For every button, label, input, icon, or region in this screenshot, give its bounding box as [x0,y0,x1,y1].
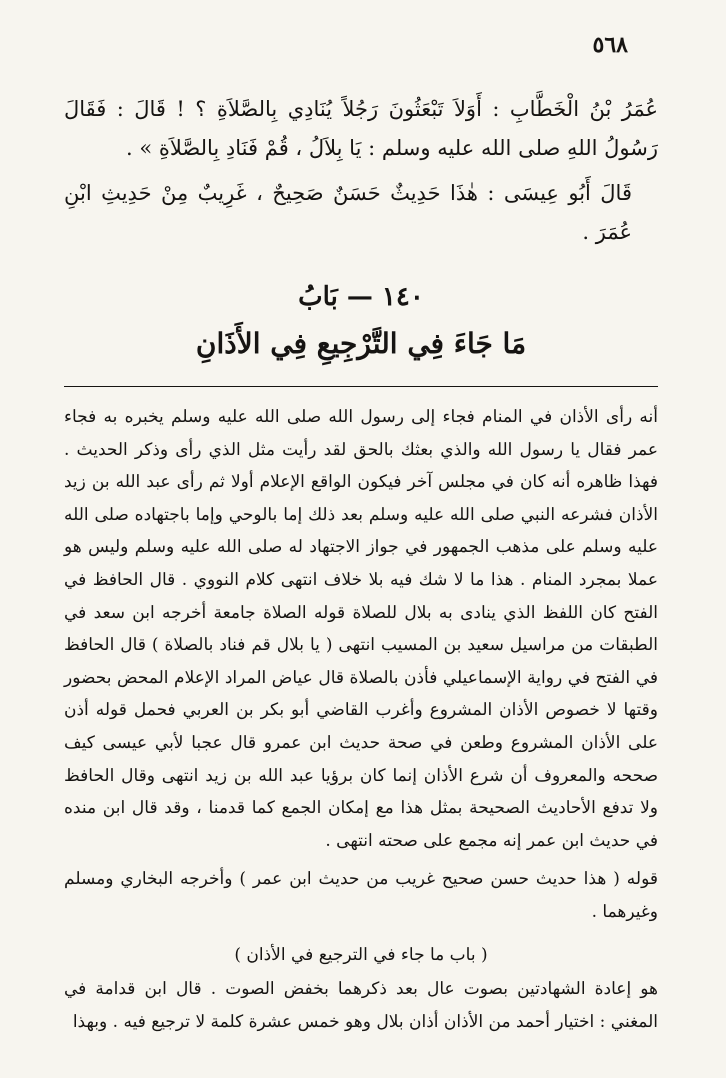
commentary-block [64,401,658,1038]
commentary-paragraph: أنه رأى الأذان في المنام فجاء إلى رسول الله صلى الله عليه وسلم يخبره به فجاء عمر فقال يا رسول الله والذي بعثك بالحق لقد رأيت مثل الذي رأى وذكر الحديث . فهذا ظاهره أنه كان في مجلس آخر فيكون الواقع الإعلام أولا ثم رأى عبد الله بن زيد الأذان فشرعه النبي صلى الله عليه وسلم بعد ذلك إما بالوحي وإما باجتهاده صلى الله عليه وسلم على مذهب الجمهور في جواز الاجتهاد له صلى الله عليه وسلم وليس هو عملا بمجرد المنام . هذا ما لا شك فيه بلا خلاف انتهى كلام النووي . قال الحافظ في الفتح كان اللفظ الذي ينادى به بلال للصلاة قوله الصلاة جامعة أخرجه ابن سعد في الطبقات من مراسيل سعيد بن المسيب انتهى ( يا بلال قم فناد بالصلاة ) قال الحافظ في الفتح في رواية الإسماعيلي فأذن بالصلاة قال عياض المراد الإعلام المحض بحضور وقتها لا خصوص الأذان المشروع وأغرب القاضي أبو بكر بن العربي فحمل قوله أذن على الأذان المشروع وطعن في صحة حديث ابن عمرو قال عجبا لأبي عيسى كيف صححه والمعروف أن شرع الأذان إنما كان برؤيا عبد الله بن زيد انتهى وقال الحافظ ولا تدفع الأحاديث الصحيحة بمثل هذا مع إمكان الجمع كما قدمنا ، وقد قال ابن منده في حديث ابن عمر إنه مجمع على صحته انتهى . [64,407,658,851]
hadith-text: عُمَرُ بْنُ الْخَطَّابِ : أَوَلاَ تَبْعَثُونَ رَجُلاً يُنَادِي بِالصَّلاَةِ ؟ ! قَالَ : فَقَالَ رَسُولُ اللهِ صلى الله عليه وسلم : يَا بِلاَلُ ، قُمْ فَنَادِ بِالصَّلاَةِ » . [64,97,658,160]
commentary-last-paragraph: هو إعادة الشهادتين بصوت عال بعد ذكرهما بخفض الصوت . قال ابن قدامة في المغني : اختيار أحمد من الأذان أذان بلال وهو خمس عشرة كلمة لا ترجيع فيه . وبهذا [64,979,658,1032]
chapter-number: ١٤٠ — بَابُ [298,282,424,312]
hadith-grade: قَالَ أَبُو عِيسَى : هٰذَا حَدِيثٌ حَسَنٌ صَحِيحٌ ، غَرِيبٌ مِنْ حَدِيثِ ابْنِ عُمَرَ . [64,181,632,244]
page-number: ٥٦٨ [592,32,628,58]
commentary-paragraph: قوله ( هذا حديث حسن صحيح غريب من حديث ابن عمر ) وأخرجه البخاري ومسلم وغيرهما . [64,869,658,922]
commentary-section-heading: ( باب ما جاء في الترجيع في الأذان ) [234,944,488,965]
chapter-title: مَا جَاءَ فِي التَّرْجِيعِ فِي الأَذَانِ [195,327,527,360]
commentary-divider [64,386,658,387]
hadith-text-block [64,90,658,252]
chapter-heading [64,276,658,370]
